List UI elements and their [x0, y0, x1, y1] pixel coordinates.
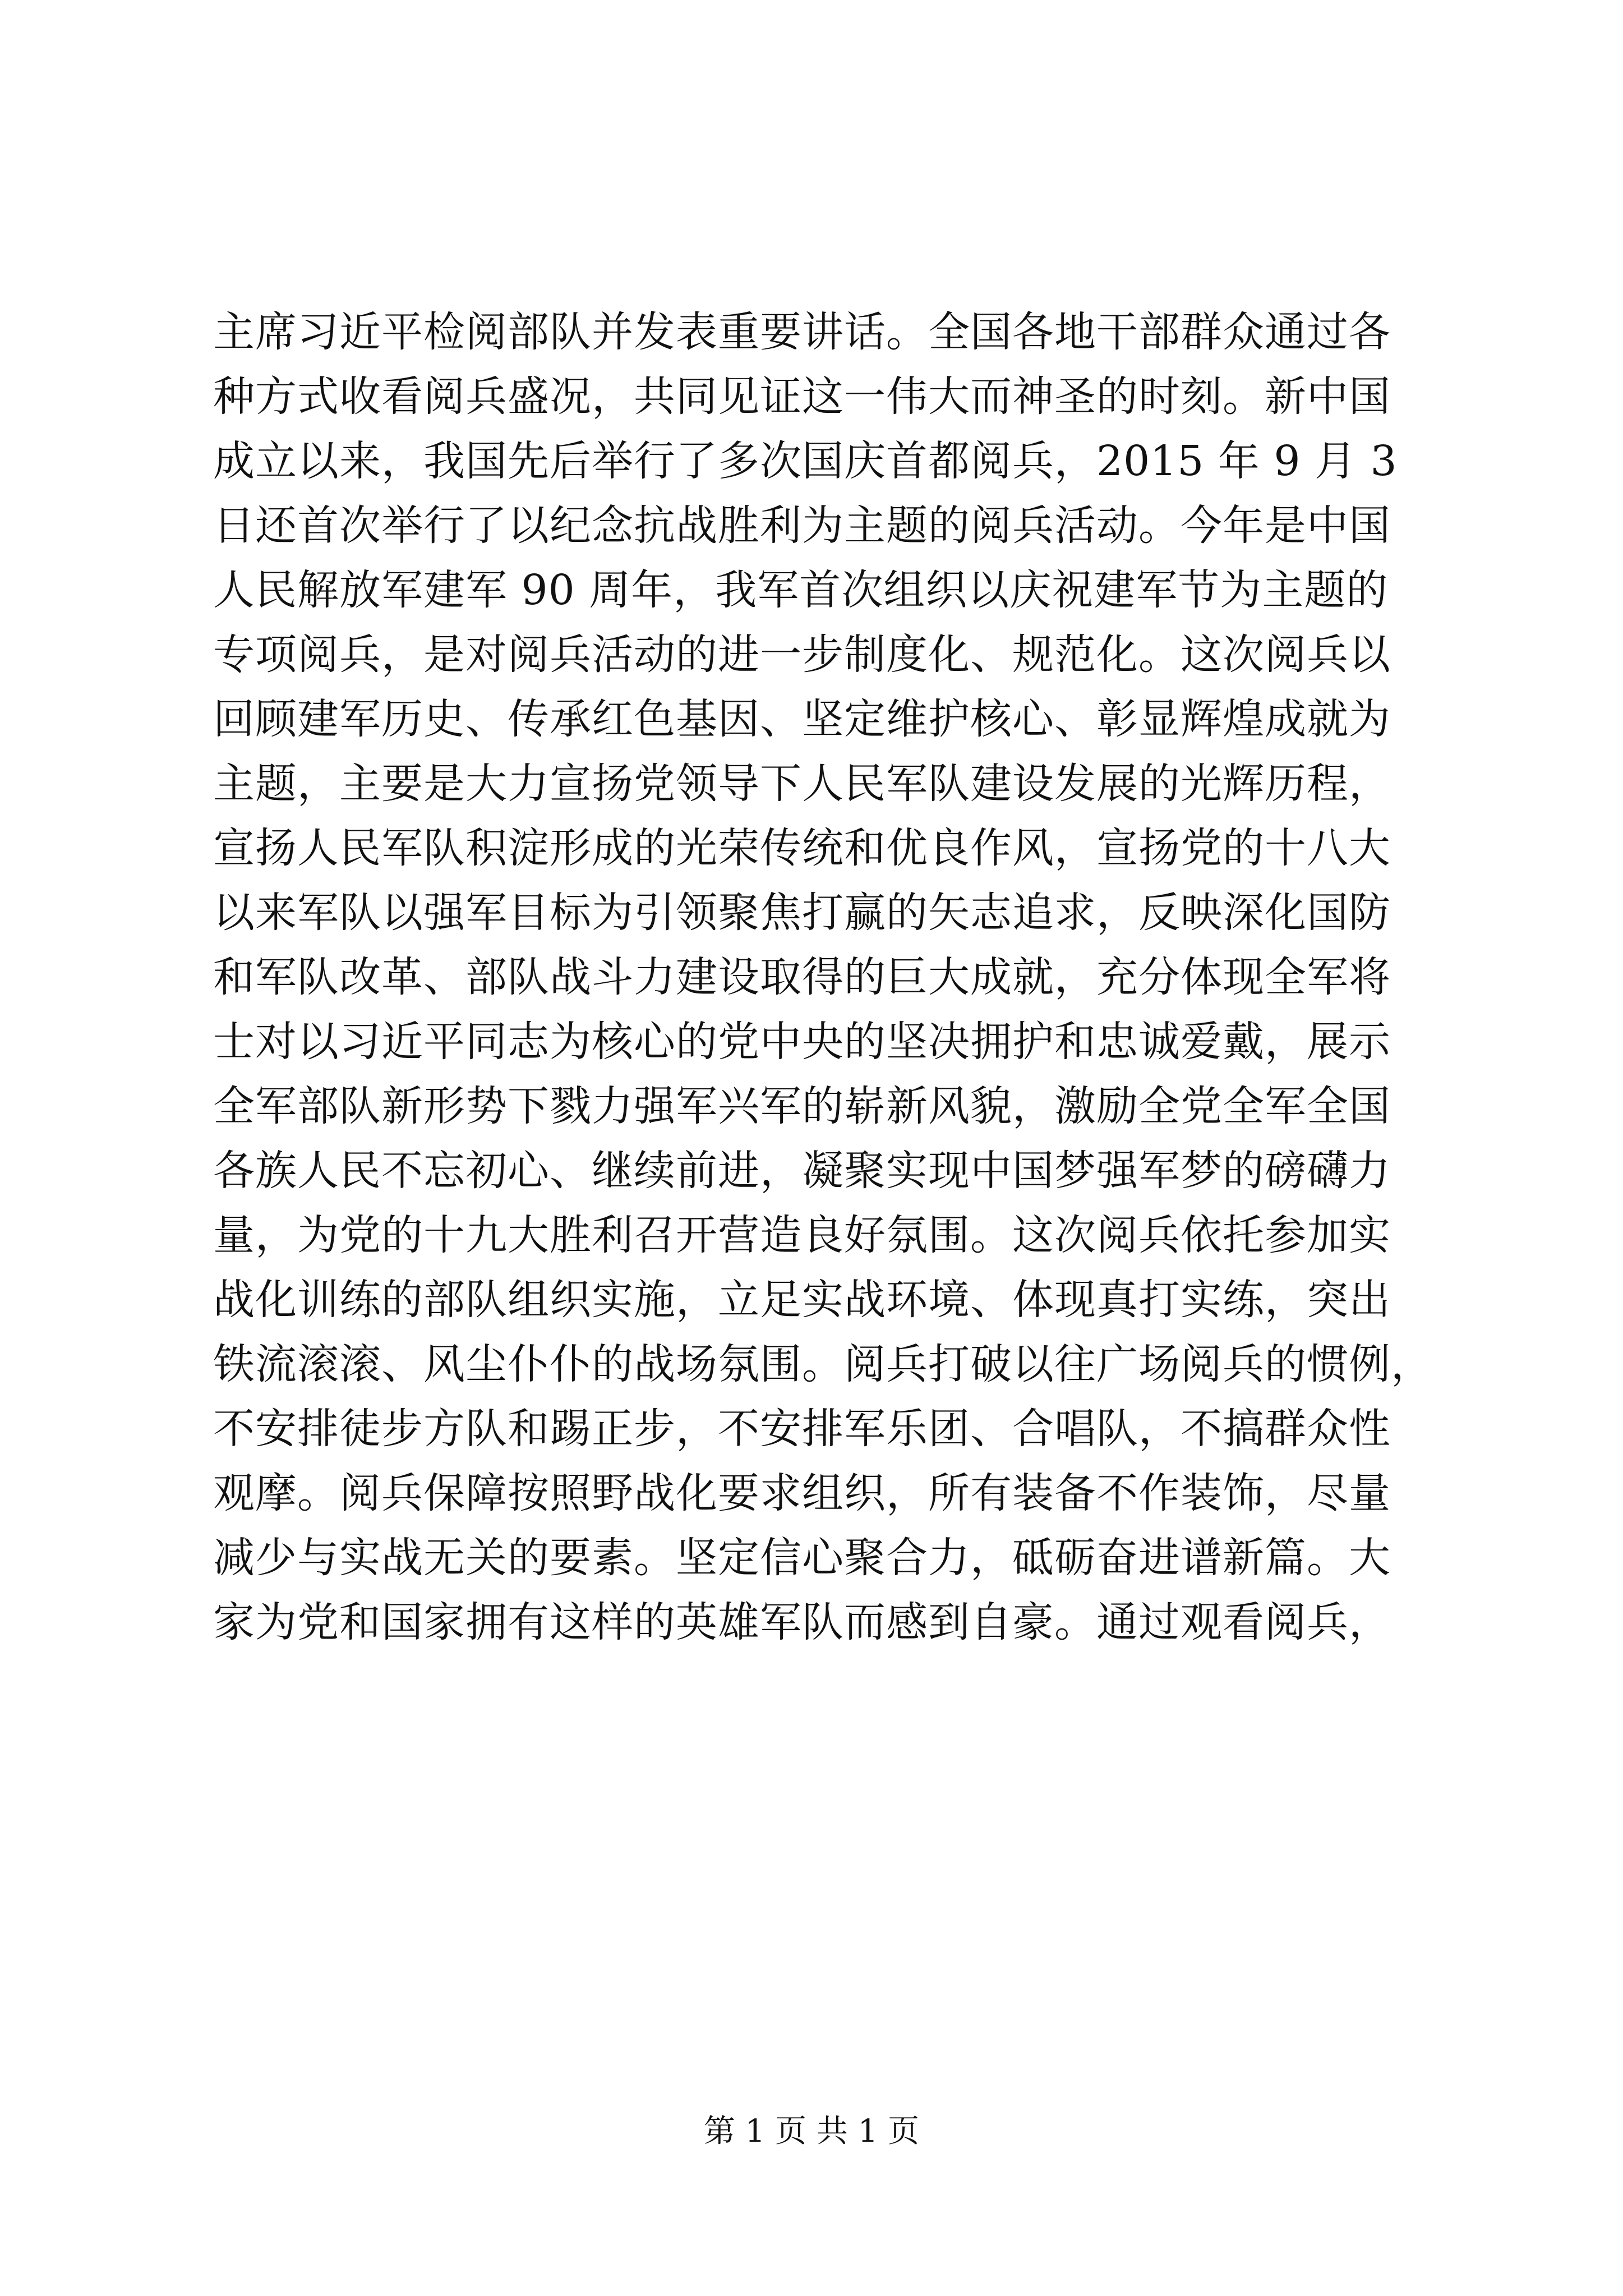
text-line: 减少与实战无关的要素。坚定信心聚合力，砥砺奋进谱新篇。大: [213, 1534, 1391, 1582]
text-line: 以来军队以强军目标为引领聚焦打赢的矢志追求，反映深化国防: [213, 889, 1391, 937]
text-line: 量，为党的十九大胜利召开营造良好氛围。这次阅兵依托参加实: [213, 1211, 1391, 1259]
text-line: 战化训练的部队组织实施，立足实战环境、体现真打实练，突出: [213, 1276, 1391, 1324]
text-line: 全军部队新形势下戮力强军兴军的崭新风貌，激励全党全军全国: [213, 1082, 1391, 1130]
text-line: 成立以来，我国先后举行了多次国庆首都阅兵，2015 年 9 月 3: [213, 437, 1398, 485]
text-line: 主席习近平检阅部队并发表重要讲话。全国各地干部群众通过各: [213, 308, 1391, 356]
text-line: 不安排徒步方队和踢正步，不安排军乐团、合唱队，不搞群众性: [213, 1405, 1391, 1453]
text-line: 宣扬人民军队积淀形成的光荣传统和优良作风，宣扬党的十八大: [213, 824, 1391, 872]
text-line: 观摩。阅兵保障按照野战化要求组织，所有装备不作装饰，尽量: [213, 1469, 1391, 1517]
text-line: 士对以习近平同志为核心的党中央的坚决拥护和忠诚爱戴，展示: [213, 1018, 1391, 1066]
text-line: 人民解放军建军 90 周年，我军首次组织以庆祝建军节为主题的: [213, 566, 1389, 614]
text-line: 主题，主要是大力宣扬党领导下人民军队建设发展的光辉历程，: [213, 760, 1391, 808]
page-number-footer: 第 1 页 共 1 页: [703, 2113, 920, 2150]
text-line: 家为党和国家拥有这样的英雄军队而感到自豪。通过观看阅兵，: [213, 1598, 1391, 1646]
text-line: 铁流滚滚、风尘仆仆的战场氛围。阅兵打破以往广场阅兵的惯例，: [213, 1340, 1433, 1388]
text-line: 日还首次举行了以纪念抗战胜利为主题的阅兵活动。今年是中国: [213, 501, 1391, 550]
text-line: 回顾建军历史、传承红色基因、坚定维护核心、彰显辉煌成就为: [213, 695, 1391, 743]
text-line: 专项阅兵，是对阅兵活动的进一步制度化、规范化。这次阅兵以: [213, 631, 1391, 679]
text-line: 各族人民不忘初心、继续前进，凝聚实现中国梦强军梦的磅礴力: [213, 1147, 1391, 1195]
text-line: 和军队改革、部队战斗力建设取得的巨大成就，充分体现全军将: [213, 953, 1391, 1001]
body-text: [213, 300, 1433, 1655]
text-line: 种方式收看阅兵盛况，共同见证这一伟大而神圣的时刻。新中国: [213, 372, 1391, 421]
